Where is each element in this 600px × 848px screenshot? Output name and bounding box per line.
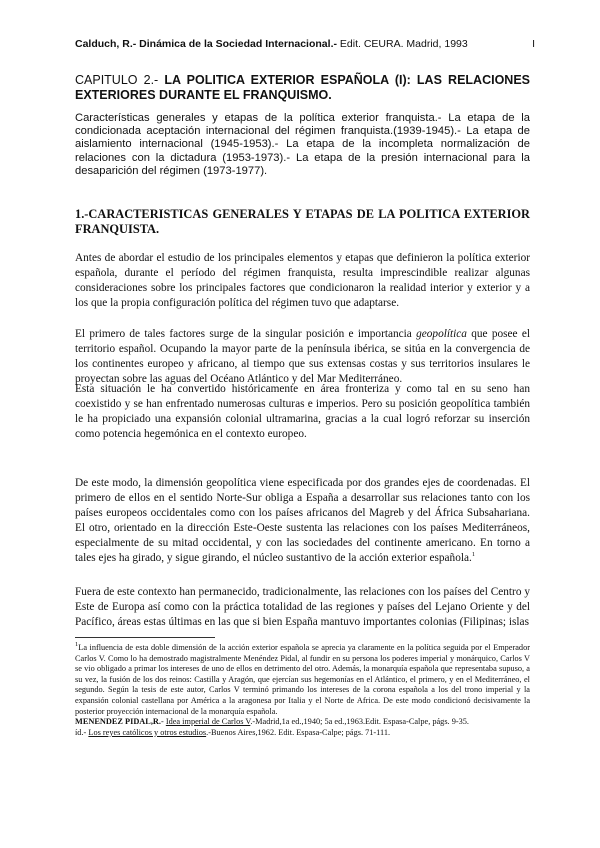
reference-title-1: Idea imperial de Carlos V — [165, 717, 251, 727]
paragraph-3: Esta situación le ha convertido históricamente en área fronteriza y como tal en su seno han coexistido y se han enfrentado numerosas culturas e imperios. Pero su posición geopolítica también le ha propiciado una expansión colonial ultramarina, gracias a la cual logró reforzar su inserción como potencia hegemónica en el contexto europeo. — [75, 383, 530, 441]
reference-separator: - — [160, 717, 166, 727]
paragraph-4 — [75, 476, 530, 567]
running-header — [75, 38, 535, 50]
paragraph-2-text-b: que posee el territorio español. Ocupando la mayor parte de la península ibérica, se sitúa en la convergencia de los continentes europeo y africano, al tiempo que sus extensas costas y sus territorios insulares le proyectan sobre las aguas del Océano Atlántico y del Mar Mediterráneo. — [75, 328, 530, 386]
paragraph-2-italic: geopolítica — [416, 328, 467, 340]
footnote-body — [75, 643, 530, 717]
footnote-divider — [75, 637, 215, 638]
section-heading: 1.-CARACTERISTICAS GENERALES Y ETAPAS DE LA POLITICA EXTERIOR FRANQUISTA. — [75, 207, 530, 236]
footnote-marker[interactable]: 1 — [471, 551, 476, 559]
chapter-title — [75, 73, 530, 103]
paragraph-1: Antes de abordar el estudio de los principales elementos y etapas que definieron la política exterior española, durante el período del régimen franquista, resulta imprescindible realizar algunas consideraciones sobre los principales factores que condicionaron la realidad interior y exterior y a los que la propia configuración política del régimen tuvo que adaptarse. — [75, 252, 530, 310]
header-publisher: Edit. CEURA. Madrid, 1993 — [336, 38, 468, 50]
footnote — [75, 643, 530, 738]
reference-details-2: .-Buenos Aires,1962. Edit. Espasa-Calpe; págs. 71-111. — [206, 727, 391, 737]
footnote-reference-1 — [75, 717, 530, 728]
footnote-reference-2 — [75, 728, 530, 739]
paragraph-2-text-a: El primero de tales factores surge de la singular posición e importancia — [75, 328, 417, 340]
chapter-summary: Características generales y etapas de la política exterior franquista.- La etapa de la condicionada aceptación internacional del régimen franquista.(1939-1945).- La etapa de aislamiento internacional (1945-1953).- La etapa de la incompleta normalización de relaciones con la dictadura (1953-1973).- La etapa de la presión internacional para la desaparición del régimen (1973-1977). — [75, 112, 530, 177]
reference-details-1: .-Madrid,1a ed.,1940; 5a ed.,1963.Edit. Espasa-Calpe, págs. 9-35. — [250, 717, 469, 727]
footnote-text: La influencia de esta doble dimensión de la acción exterior española se aprecia ya claramente en la política seguida por el Emperador Carlos V. Como lo ha demostrado magistralmente Menéndez Pidal, al fundir en su persona los poderes imperial y monárquico, Carlos V se vio obligado a primar los intereses de uno de ellos en detrimento del otro. Además, la monarquía española que representaba supuso, a su vez, la fusión de los dos reinos: Castilla y Aragón, que ejercían sus hegemonías en el Atlántico, el primero, y en el Mediterráneo, el segundo. Según la tesis de este autor, Carlos V terminó primando los intereses de la corona española a los del trono imperial y la expansión colonial castellana por América a la aragonesa por Italia y el Norte de Africa. De este modo condicionó decisivamente la posterior proyección internacional de la monarquía española. — [75, 643, 530, 716]
chapter-heading: LA POLITICA EXTERIOR ESPAÑOLA (I): LAS RELACIONES EXTERIORES DURANTE EL FRANQUISMO. — [75, 73, 530, 102]
footnote-number: 1 — [75, 641, 79, 649]
reference-title-2: Los reyes católicos y otros estudios — [88, 727, 207, 737]
paragraph-5: Fuera de este contexto han permanecido, tradicionalmente, las relaciones con los países del Centro y Este de Europa así como con la práctica totalidad de las regiones y países del Lejano Oriente y del Pacífico, áreas estas últimas en las que si bien España mantuvo importantes colonias (Filipinas; islas — [75, 586, 530, 629]
chapter-label: CAPITULO 2.- — [75, 73, 165, 87]
reference-author: MENENDEZ PIDAL,R. — [75, 717, 161, 727]
page-number: I — [532, 38, 535, 50]
paragraph-4-text: De este modo, la dimensión geopolítica viene especificada por dos grandes ejes de coordenadas. El primero de ellos en el sentido Norte-Sur obliga a España a desarrollar sus relaciones tanto con los países europeos occidentales como con los países africanos del Magreb y del África Subsahariana. El otro, orientado en la dirección Este-Oeste sustenta las relaciones con los países Mediterráneos, especialmente de su mitad occidental, y con las sociedades del continente americano. En torno a tales ejes ha girado, y sigue girando, el núcleo sustantivo de la acción exterior española. — [75, 477, 530, 565]
header-author: Calduch, R.- Dinámica de la Sociedad Internacional.- — [75, 38, 337, 50]
paragraph-2 — [75, 327, 530, 387]
reference-ibid: íd.- — [75, 727, 89, 737]
